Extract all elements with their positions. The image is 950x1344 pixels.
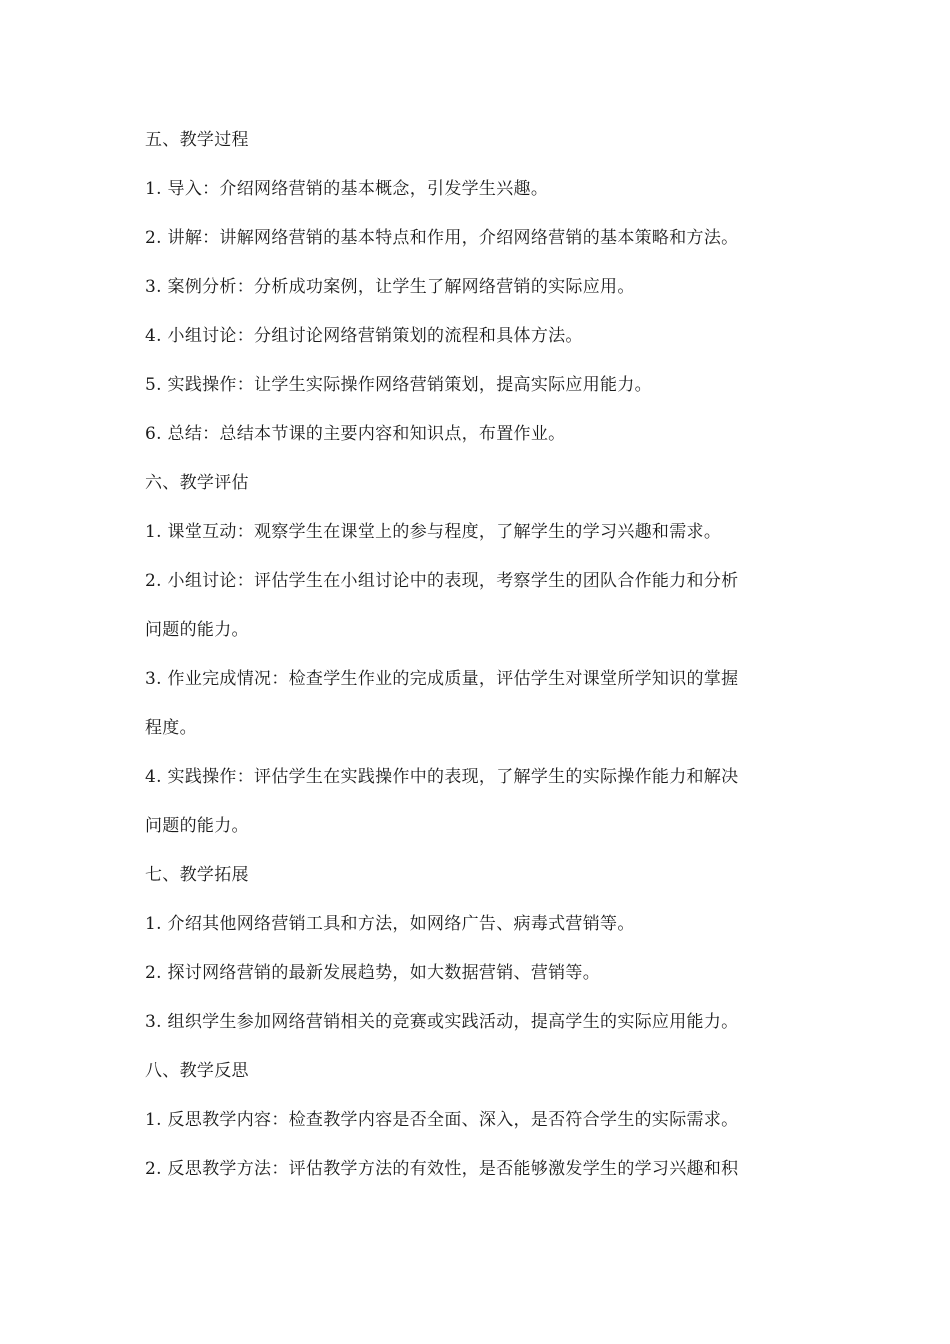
list-item: 2. 小组讨论：评估学生在小组讨论中的表现，考察学生的团队合作能力和分析: [145, 571, 739, 591]
list-item: 3. 案例分析：分析成功案例，让学生了解网络营销的实际应用。: [145, 277, 635, 297]
list-item: 1. 介绍其他网络营销工具和方法，如网络广告、病毒式营销等。: [145, 914, 635, 934]
list-item: 6. 总结：总结本节课的主要内容和知识点，布置作业。: [145, 424, 566, 444]
list-item: 1. 反思教学内容：检查教学内容是否全面、深入，是否符合学生的实际需求。: [145, 1110, 739, 1130]
list-item: 2. 反思教学方法：评估教学方法的有效性，是否能够激发学生的学习兴趣和积: [145, 1159, 739, 1179]
section-heading: 五、教学过程: [145, 130, 249, 150]
document-body: [145, 116, 820, 1194]
list-item-continuation: 问题的能力。: [145, 620, 249, 640]
list-item: 1. 导入：介绍网络营销的基本概念，引发学生兴趣。: [145, 179, 549, 199]
section-heading: 八、教学反思: [145, 1061, 249, 1081]
list-item: 2. 探讨网络营销的最新发展趋势，如大数据营销、营销等。: [145, 963, 601, 983]
list-item: 4. 小组讨论：分组讨论网络营销策划的流程和具体方法。: [145, 326, 583, 346]
list-item: 2. 讲解：讲解网络营销的基本特点和作用，介绍网络营销的基本策略和方法。: [145, 228, 739, 248]
section-heading: 六、教学评估: [145, 473, 249, 493]
list-item: 4. 实践操作：评估学生在实践操作中的表现，了解学生的实际操作能力和解决: [145, 767, 739, 787]
section-heading: 七、教学拓展: [145, 865, 249, 885]
list-item-continuation: 程度。: [145, 718, 197, 738]
list-item: 5. 实践操作：让学生实际操作网络营销策划，提高实际应用能力。: [145, 375, 652, 395]
list-item-continuation: 问题的能力。: [145, 816, 249, 836]
list-item: 1. 课堂互动：观察学生在课堂上的参与程度，了解学生的学习兴趣和需求。: [145, 522, 722, 542]
list-item: 3. 组织学生参加网络营销相关的竞赛或实践活动，提高学生的实际应用能力。: [145, 1012, 739, 1032]
list-item: 3. 作业完成情况：检查学生作业的完成质量，评估学生对课堂所学知识的掌握: [145, 669, 739, 689]
